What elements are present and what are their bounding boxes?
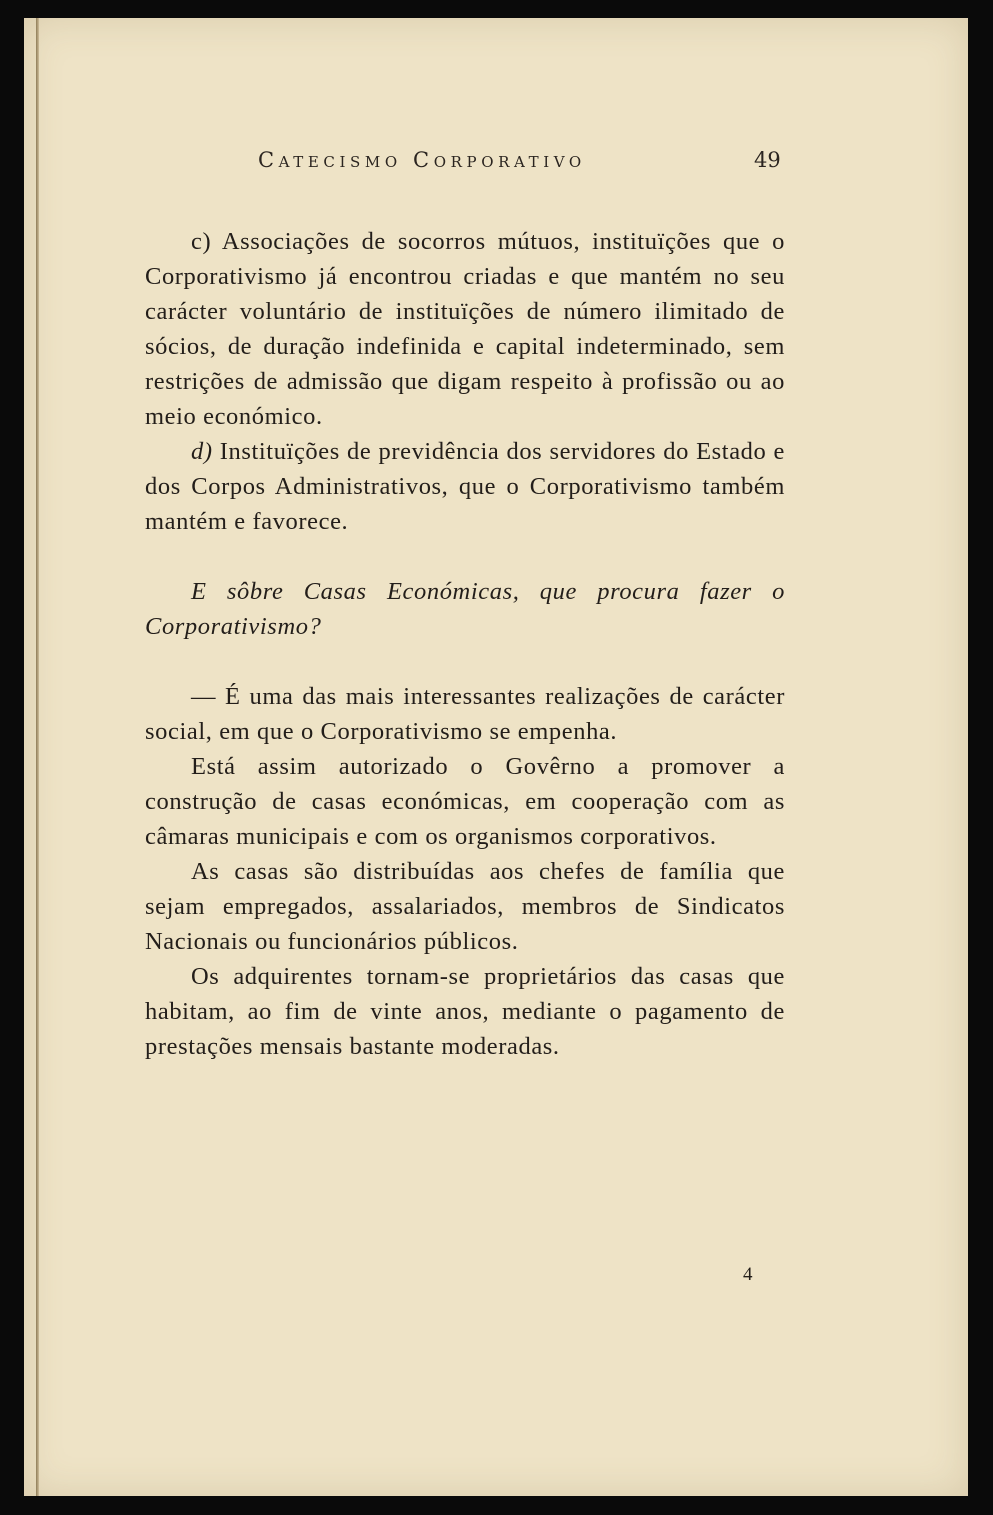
body-text (145, 224, 785, 1064)
paragraph-1: Está assim autorizado o Govêrno a promover a construção de casas económicas, em cooperação com as câmaras municipais e com os organismos corporativos. (145, 753, 785, 850)
paragraph-c-text: Associações de socorros mútuos, instituïções que o Corporativismo já encontrou criadas e que mantém no seu carácter voluntário de instituïções de número ilimitado de sócios, de duração indefinida e capital indeterminado, sem restrições de admissão que digam respeito à profissão ou ao meio económico. (145, 228, 785, 430)
paragraph-2: As casas são distribuídas aos chefes de família que sejam empregados, assalariados, membros de Sindicatos Nacionais ou funcionários públicos. (145, 858, 785, 955)
page-gutter (36, 18, 39, 1496)
paragraph-d (145, 434, 785, 539)
list-marker-d: d) (191, 438, 213, 465)
paragraph-3: Os adquirentes tornam-se proprietários das casas que habitam, ao fim de vinte anos, mediante o pagamento de prestações mensais bastante moderadas. (145, 963, 785, 1060)
page-number: 49 (754, 148, 781, 172)
signature-mark: 4 (743, 1264, 753, 1285)
question: E sôbre Casas Económicas, que procura fazer o Corporativismo? (145, 578, 785, 640)
list-marker-c: c) (191, 228, 212, 255)
answer: — É uma das mais interessantes realizações de carácter social, em que o Corporativismo se empenha. (145, 683, 785, 745)
paragraph-c (145, 224, 785, 434)
running-head: Catecismo Corporativo (258, 148, 586, 172)
paragraph-d-text: Instituïções de previdência dos servidores do Estado e dos Corpos Administrativos, que o Corporativismo também mantém e favorece. (145, 438, 785, 535)
